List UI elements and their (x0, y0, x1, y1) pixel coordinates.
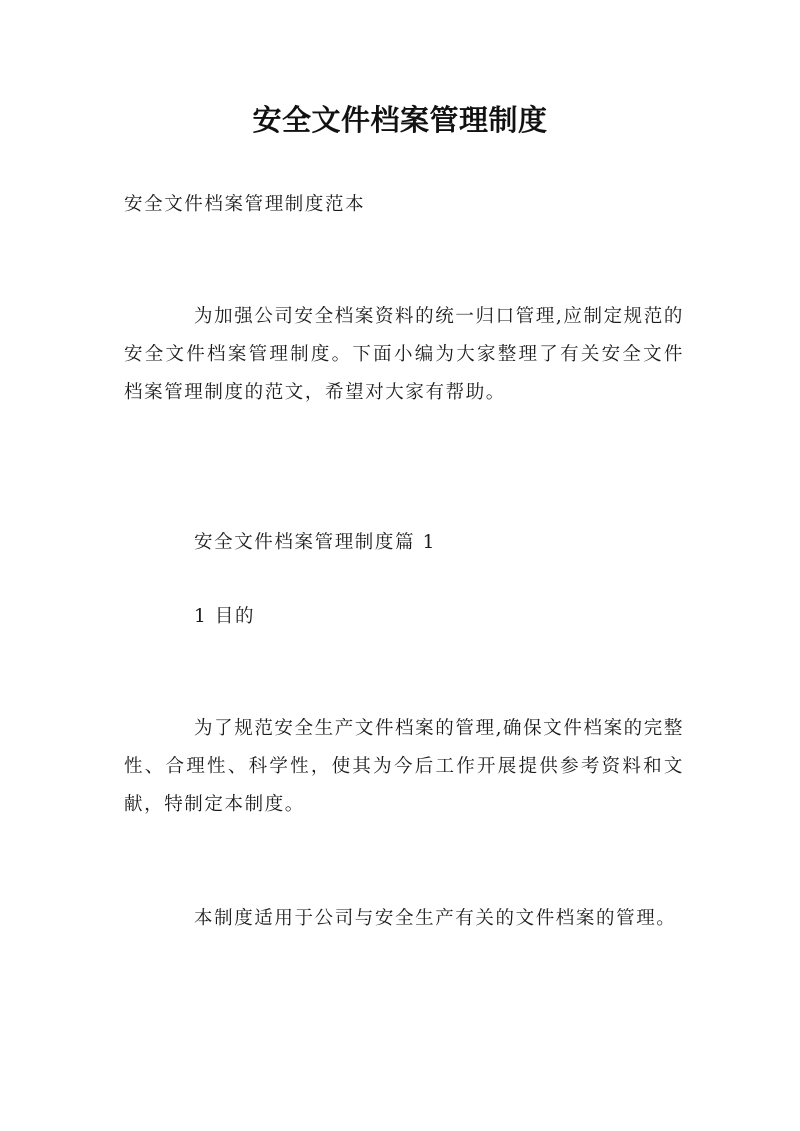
scope-paragraph: 本制度适用于公司与安全生产有关的文件档案的管理。 (194, 908, 677, 929)
purpose-paragraph: 为了规范安全生产文件档案的管理,确保文件档案的完整性、合理性、科学性，使其为今后工作开展提供参考资料和文献，特制定本制度。 (124, 718, 684, 815)
document-subtitle: 安全文件档案管理制度范本 (124, 194, 366, 215)
intro-paragraph: 为加强公司安全档案资料的统一归口管理,应制定规范的安全文件档案管理制度。下面小编为大家整理了有关安全文件档案管理制度的范文，希望对大家有帮助。 (124, 306, 684, 403)
item-heading-purpose: 1 目的 (194, 606, 256, 627)
section-heading: 安全文件档案管理制度篇 1 (194, 532, 436, 553)
document-title: 安全文件档案管理制度 (252, 103, 548, 137)
